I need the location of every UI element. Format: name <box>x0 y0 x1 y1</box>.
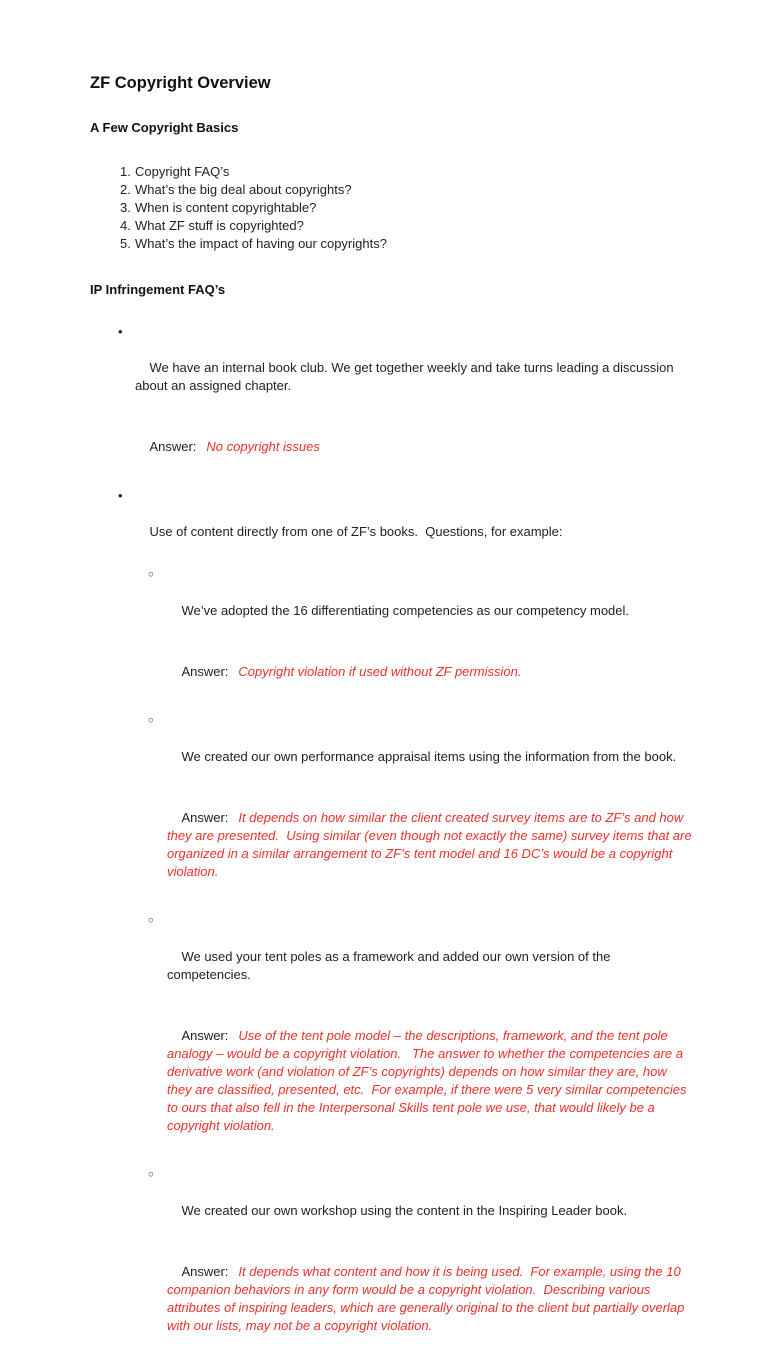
circle-bullet-icon: ○ <box>148 1169 154 1180</box>
list-number: 5. <box>120 236 131 251</box>
sub-bullet-workshop <box>90 1166 692 1238</box>
list-number: 1. <box>120 164 131 179</box>
list-item <box>90 235 692 253</box>
answer-label: Answer: <box>181 810 229 825</box>
answer-paragraph <box>90 791 696 899</box>
answer-text: It depends what content and how it is being used. For example, using the 10 companion behaviors in any form would be a copyright violation. Describing various attributes of inspiring leaders, which are generally original to the client but partially overlap with our lists, may not be a copyright violation. <box>167 1264 689 1333</box>
list-item-text: What’s the impact of having our copyrights? <box>135 236 387 251</box>
list-item <box>90 181 692 199</box>
answer-text: Copyright violation if used without ZF permission. <box>238 664 522 679</box>
list-item-text: What’s the big deal about copyrights? <box>135 182 352 197</box>
section-heading-ip-infringement: IP Infringement FAQ’s <box>90 282 226 297</box>
copyright-basics-list <box>90 163 692 253</box>
list-number: 3. <box>120 200 131 215</box>
answer-text: Use of the tent pole model – the descriptions, framework, and the tent pole analogy – would be a copyright violation. The answer to whether the competencies are a derivative work (and violation of ZF’s copyrights) depends on how similar they are, how they are classified, presented, etc. For example, if there were 5 very similar competencies to ours that also fell in the Interpersonal Skills tent pole we use, that would likely be a copyright violation. <box>167 1028 691 1133</box>
bullet-text: Use of content directly from one of ZF’s books. Questions, for example: <box>149 524 563 539</box>
sub-bullet-competency-model <box>90 566 692 638</box>
sub-bullet-text: We created our own workshop using the content in the Inspiring Leader book. <box>181 1203 628 1218</box>
list-item-text: When is content copyrightable? <box>135 200 317 215</box>
bullet-text: We have an internal book club. We get together weekly and take turns leading a discussion about an assigned chapter. <box>135 360 678 393</box>
answer-paragraph <box>90 645 692 699</box>
answer-label: Answer: <box>181 1264 229 1279</box>
list-item-text: What ZF stuff is copyrighted? <box>135 218 304 233</box>
page-title: ZF Copyright Overview <box>90 74 271 92</box>
answer-paragraph <box>90 1245 692 1353</box>
bullet-item-use-of-content <box>90 487 692 559</box>
sub-bullet-text: We’ve adopted the 16 differentiating competencies as our competency model. <box>181 603 630 618</box>
sub-bullet-text: We used your tent poles as a framework and added our own version of the competencies. <box>167 949 615 982</box>
list-item <box>90 199 692 217</box>
sub-bullet-tent-poles <box>90 912 692 1002</box>
sub-bullet-performance-appraisal <box>90 712 692 784</box>
circle-bullet-icon: ○ <box>148 569 154 580</box>
list-item <box>90 163 692 181</box>
list-number: 4. <box>120 218 131 233</box>
circle-bullet-icon: ○ <box>148 915 154 926</box>
section-heading-copyright-basics: A Few Copyright Basics <box>90 120 239 135</box>
list-item <box>90 217 692 235</box>
answer-label: Answer: <box>181 1028 229 1043</box>
answer-label: Answer: <box>181 664 229 679</box>
circle-bullet-icon: ○ <box>148 715 154 726</box>
answer-text: No copyright issues <box>206 439 320 454</box>
answer-text: It depends on how similar the client created survey items are to ZF’s and how they are presented. Using similar (even though not exactly the same) survey items that are organized in a similar arrangement to ZF’s tent model and 16 DC’s would be a copyright violation. <box>167 810 696 879</box>
list-number: 2. <box>120 182 131 197</box>
bullet-icon: • <box>118 488 123 503</box>
bullet-icon: • <box>118 324 123 339</box>
answer-paragraph <box>90 1009 692 1153</box>
bullet-item-book-club <box>90 323 692 413</box>
answer-label: Answer: <box>149 439 197 454</box>
sub-bullet-text: We created our own performance appraisal items using the information from the book. <box>181 749 677 764</box>
answer-paragraph <box>90 420 692 474</box>
list-item-text: Copyright FAQ’s <box>135 164 230 179</box>
